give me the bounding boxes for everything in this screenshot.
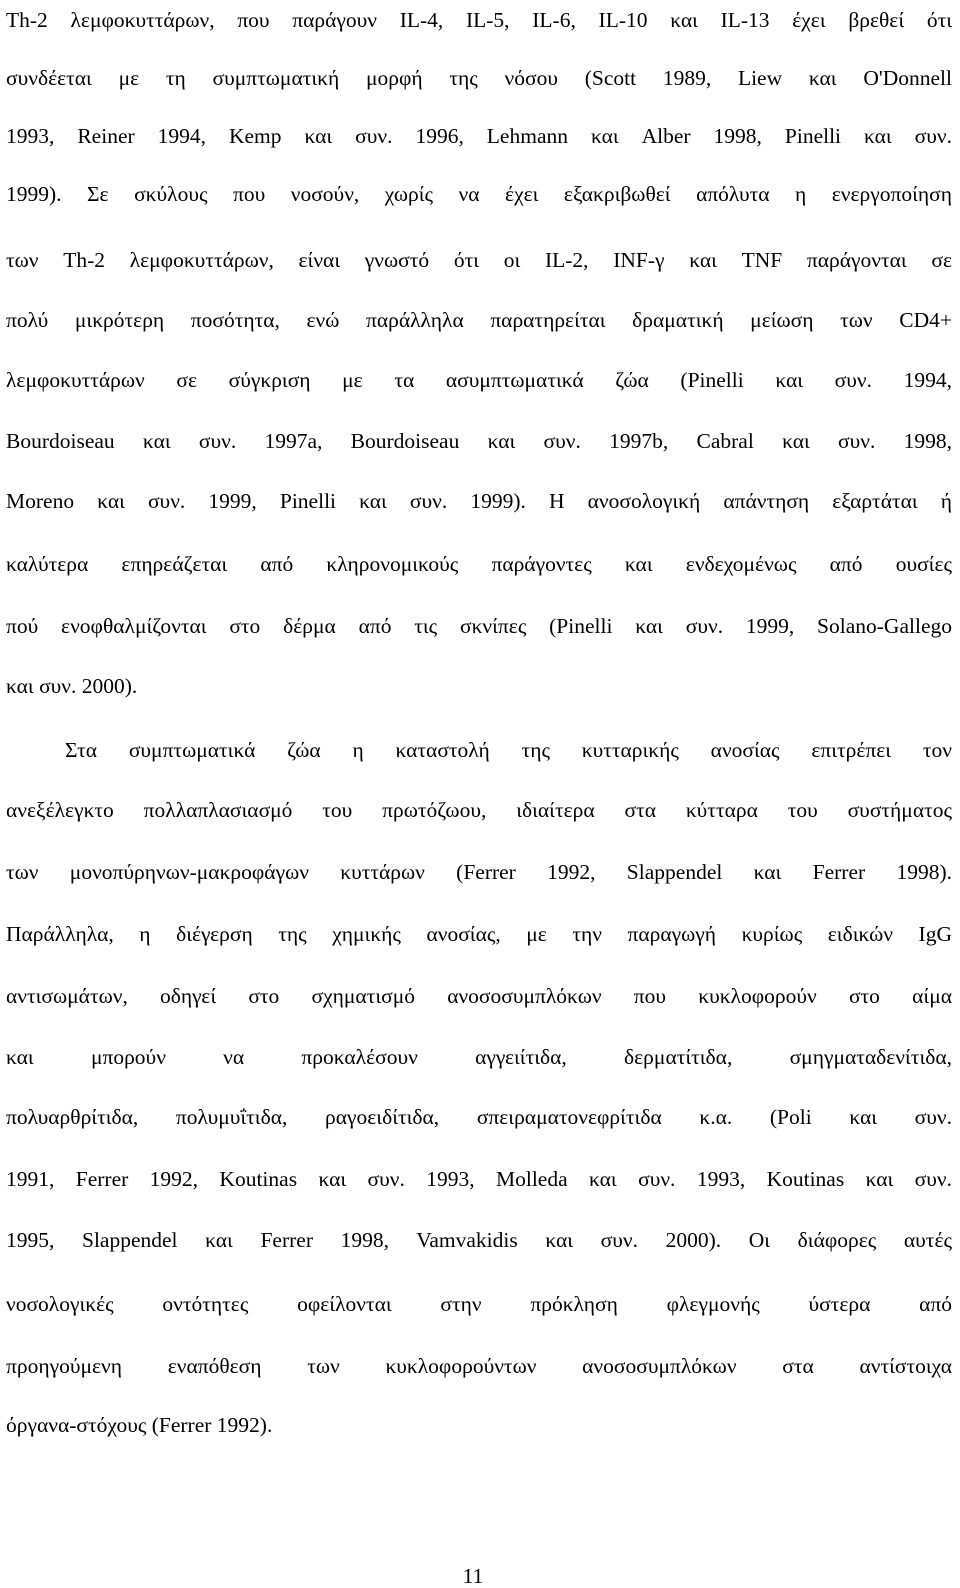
text-line: και συν. 2000).: [6, 674, 138, 698]
text-line: Παράλληλα, η διέγερση της χημικής ανοσίας, με την παραγωγή κυρίως ειδικών IgG: [6, 922, 952, 946]
text-line: προηγούμενη εναπόθεση των κυκλοφορούντων ανοσοσυμπλόκων στα αντίστοιχα: [6, 1354, 952, 1378]
text-line: και μπορούν να προκαλέσουν αγγειίτιδα, δερματίτιδα, σμηγματαδενίτιδα,: [6, 1045, 952, 1069]
text-line: 1995, Slappendel και Ferrer 1998, Vamvakidis και συν. 2000). Οι διάφορες αυτές: [6, 1228, 952, 1252]
text-line: των Th-2 λεμφοκυττάρων, είναι γνωστό ότι οι IL-2, INF-γ και TNF παράγονται σε: [6, 248, 952, 272]
text-line: πού ενοφθαλμίζονται στο δέρμα από τις σκνίπες (Pinelli και συν. 1999, Solano-Gallego: [6, 614, 952, 638]
text-line: συνδέεται με τη συμπτωματική μορφή της νόσου (Scott 1989, Liew και O'Donnell: [6, 66, 952, 90]
text-line: Th-2 λεμφοκυττάρων, που παράγουν IL-4, IL-5, IL-6, IL-10 και IL-13 έχει βρεθεί ότι: [6, 8, 952, 32]
text-line: ανεξέλεγκτο πολλαπλασιασμό του πρωτόζωου, ιδιαίτερα στα κύτταρα του συστήματος: [6, 798, 952, 822]
page-number: 11: [462, 1564, 484, 1588]
text-line: πολυαρθρίτιδα, πολυμυΐτιδα, ραγοειδίτιδα, σπειραματονεφρίτιδα κ.α. (Poli και συν.: [6, 1105, 952, 1129]
text-line: 1993, Reiner 1994, Kemp και συν. 1996, Lehmann και Alber 1998, Pinelli και συν.: [6, 124, 952, 148]
text-line-indented: Στα συμπτωματικά ζώα η καταστολή της κυτταρικής ανοσίας επιτρέπει τον: [65, 738, 952, 762]
text-line: 1999). Σε σκύλους που νοσούν, χωρίς να έχει εξακριβωθεί απόλυτα η ενεργοποίηση: [6, 182, 952, 206]
text-line: όργανα-στόχους (Ferrer 1992).: [6, 1413, 273, 1437]
text-line: των μονοπύρηνων-μακροφάγων κυττάρων (Ferrer 1992, Slappendel και Ferrer 1998).: [6, 860, 952, 884]
text-line: αντισωμάτων, οδηγεί στο σχηματισμό ανοσοσυμπλόκων που κυκλοφορούν στο αίμα: [6, 984, 952, 1008]
text-line: Moreno και συν. 1999, Pinelli και συν. 1999). Η ανοσολογική απάντηση εξαρτάται ή: [6, 489, 952, 513]
text-line: καλύτερα επηρεάζεται από κληρονομικούς παράγοντες και ενδεχομένως από ουσίες: [6, 552, 952, 576]
text-line: 1991, Ferrer 1992, Koutinas και συν. 1993, Molleda και συν. 1993, Koutinas και συν.: [6, 1167, 952, 1191]
text-line: νοσολογικές οντότητες οφείλονται στην πρόκληση φλεγμονής ύστερα από: [6, 1292, 952, 1316]
text-line: Bourdoiseau και συν. 1997a, Bourdoiseau και συν. 1997b, Cabral και συν. 1998,: [6, 429, 952, 453]
text-line: πολύ μικρότερη ποσότητα, ενώ παράλληλα παρατηρείται δραματική μείωση των CD4+: [6, 308, 952, 332]
text-line: λεμφοκυττάρων σε σύγκριση με τα ασυμπτωματικά ζώα (Pinelli και συν. 1994,: [6, 368, 952, 392]
